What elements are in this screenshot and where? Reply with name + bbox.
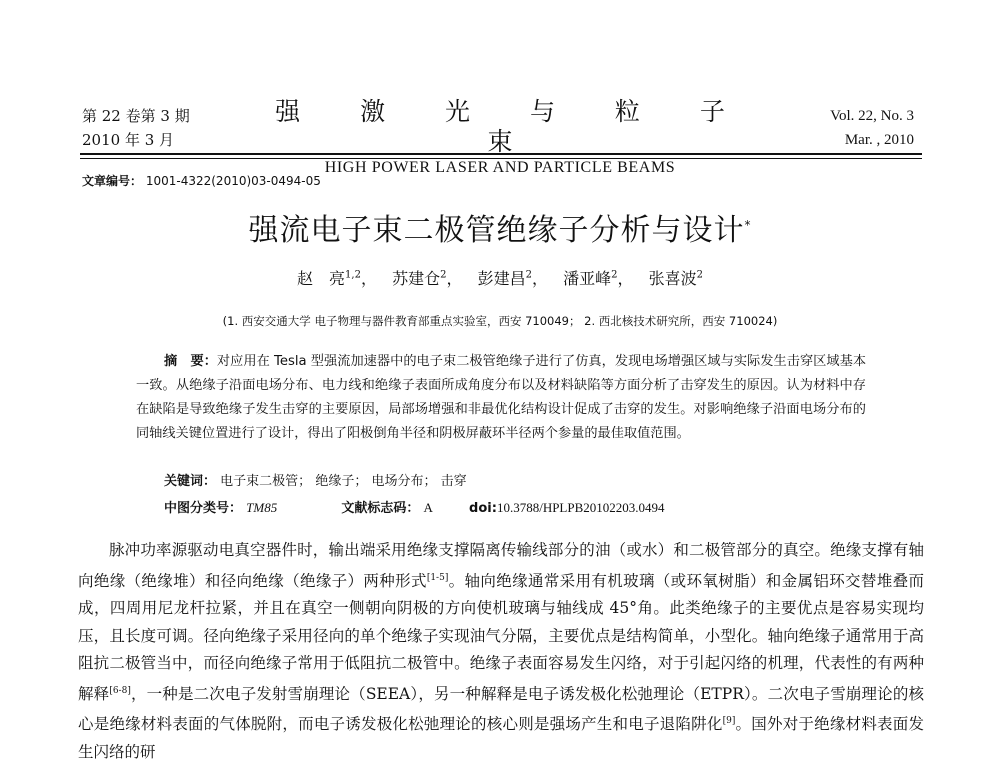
header-left — [82, 104, 190, 152]
author: 彭建昌$^2$， — [477, 269, 548, 288]
keywords — [164, 470, 467, 489]
author — [649, 269, 703, 288]
paper-title — [0, 205, 1000, 249]
author-name: 张喜波 — [648, 269, 697, 288]
article-number-value: 1001-4322(2010)03-0494-05 — [145, 174, 321, 188]
clc-value: TM85 — [246, 500, 278, 515]
author-name: 彭建昌 — [477, 269, 526, 288]
body-paragraph — [78, 537, 924, 766]
paper-title-text: 强流电子束二极管绝缘子分析与设计 — [248, 213, 745, 248]
journal-name-en: HIGH POWER LASER AND PARTICLE BEAMS — [324, 159, 676, 176]
abstract-text: 对应用在 Tesla 型强流加速器中的电子束二极管绝缘子进行了仿真，发现电场增强区域与实际发生击穿区域基本一致。从绝缘子沿面电场分布、电力线和绝缘子表面所成角度分布以及材料缺陷等方面分析了击穿发生的原因。认为材料中存在缺陷是导致绝缘子发生击穿的主要原因，局部场增强和非最优化结构设计促成了击穿的发生。对影响绝缘子沿面电场分布的同轴线关键位置进行了设计，得出了阳极倒角半径和阴极屏蔽环半径两个参量的最佳取值范围。 — [136, 354, 867, 441]
doi-label: doi: — [469, 501, 497, 516]
keyword: 绝缘子； — [315, 474, 368, 489]
keyword: 电场分布； — [371, 474, 437, 489]
article-number-label: 文章编号： — [82, 174, 143, 188]
author-affil-mark: 2 — [525, 269, 532, 281]
journal-name-cn: 强 激 光 与 粒 子 束 — [275, 97, 751, 156]
author-affil-mark: 2 — [611, 269, 618, 281]
doi-value: 10.3788/HPLPB20102203.0494 — [496, 500, 665, 515]
clc-label: 中图分类号： — [164, 501, 243, 516]
date-cn: 2010 年 3 月 — [82, 131, 175, 149]
body-text-run: 。轴向绝缘通常采用有机玻璃（或环氧树脂）和金属铝环交替堆叠而成，四周用尼龙杆拉紧，并且在真空一侧朝向阴极的方向使机玻璃与轴线成 45°角。此类绝缘子的主要优点是容易实现均压，且长度可调。径向绝缘子采用径向的单个绝缘子实现油气分隔，主要优点是结构简单，小型化。轴向绝缘子通常用于高阻抗二极管当中，而径向绝缘子常用于低阻抗二极管中。绝缘子表面容易发生闪络，对于引起闪络的机理，代表性的有两种解释 — [78, 571, 924, 703]
classification-line — [164, 497, 665, 516]
citation-ref[interactable]: [6-8] — [109, 685, 131, 696]
citation-ref[interactable]: [9] — [722, 716, 736, 727]
header-rule-thin — [80, 158, 922, 159]
author-name: 潘亚峰 — [563, 269, 612, 288]
affiliation: (1. 西安交通大学 电子物理与器件教育部重点实验室，西安 710049； 2. 西北核技术研究所，西安 710024) — [222, 314, 778, 328]
body-text-run: 脉冲功率源驱动电真空器件时，输出端采用绝缘支撑隔离传输线部分的油（或水）和二极管部分的真空。绝缘支撑有轴向绝缘（绝缘堆）和径向绝缘（绝缘子）两种形式 — [78, 541, 924, 590]
keyword: 击穿 — [440, 474, 467, 489]
author: 潘亚峰$^2$， — [563, 269, 634, 288]
journal-header — [240, 97, 760, 177]
header-rule-thick — [80, 153, 922, 155]
author-affil-mark: 2 — [440, 269, 447, 281]
body-text-run: ，一种是二次电子发射雪崩理论（SEEA），另一种解释是电子诱发极化松弛理论（ETPR）。二次电子雪崩理论的核心是绝缘材料表面的气体脱附，而电子诱发极化松弛理论的核心则是强场产生和电子退陷阱化 — [78, 684, 924, 734]
keyword: 电子束二极管； — [220, 474, 312, 489]
title-footnote-mark: * — [744, 218, 752, 232]
citation-ref[interactable]: [1-5] — [426, 572, 449, 583]
article-number — [82, 172, 321, 189]
author-affil-mark: 1,2 — [345, 269, 361, 281]
abstract — [136, 350, 866, 446]
doc-code-value: A — [423, 500, 433, 515]
author-name: 赵 亮 — [297, 269, 346, 288]
body-text-run: 。国外对于绝缘材料表面发生闪络的研 — [78, 715, 924, 761]
date-en: Mar. , 2010 — [844, 132, 914, 148]
author: 赵 亮$^{1,2}$， — [297, 269, 377, 288]
author-name: 苏建仓 — [392, 269, 441, 288]
doc-code-label: 文献标志码： — [341, 501, 420, 516]
author: 苏建仓$^2$， — [392, 269, 463, 288]
volume-en: Vol. 22, No. 3 — [830, 108, 914, 124]
abstract-label: 摘 要： — [164, 354, 217, 369]
volume-cn: 第 22 卷第 3 期 — [82, 107, 190, 125]
keywords-label: 关键词： — [164, 474, 217, 489]
author-affil-mark: 2 — [696, 269, 703, 281]
body-text — [78, 537, 924, 766]
author-list — [0, 266, 1000, 289]
header-right — [830, 104, 914, 152]
